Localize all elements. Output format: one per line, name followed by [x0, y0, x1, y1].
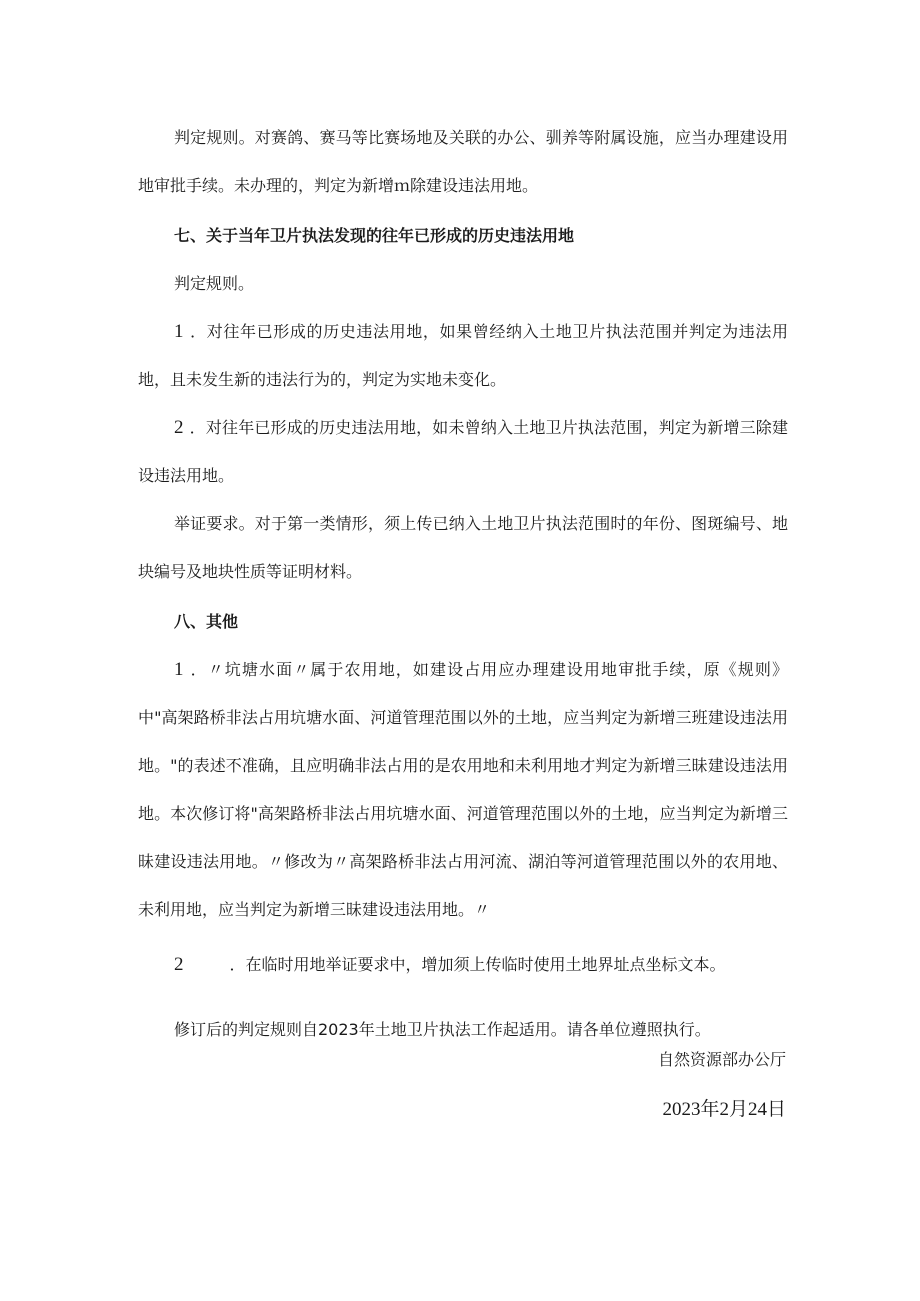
paragraph-judgment-rule-racing: 判定规则。对赛鸽、赛马等比赛场地及关联的办公、驯养等附属设施，应当办理建设用地审批手续。未办理的，判定为新增ｍ除建设违法用地。: [138, 128, 788, 195]
document-date: 2023年2月24日: [662, 1099, 786, 1120]
list-item-1: [138, 308, 788, 404]
list-item-2: [138, 404, 788, 500]
other-item-2: [138, 941, 788, 989]
signature: 自然资源部办公厅: [657, 1050, 786, 1069]
other-item-2-number: 2: [174, 954, 184, 975]
other-item-1: [138, 646, 788, 934]
other-item-2-text: ．在临时用地举证要求中，增加须上传临时使用土地界址点坐标文本。: [229, 955, 726, 974]
list-item-2-number: 2: [174, 417, 184, 438]
list-item-2-text: ．对往年已形成的历史违法用地，如未曾纳入土地卫片执法范围，判定为新增三除建设违法用地。: [138, 418, 788, 485]
paragraph-evidence-requirement: 举证要求。对于第一类情形，须上传已纳入土地卫片执法范围时的年份、图斑编号、地块编号及地块性质等证明材料。: [138, 514, 788, 581]
section-heading-8: 八、其他: [174, 612, 239, 631]
other-item-1-text: ．〃坑塘水面〃属于农用地，如建设占用应办理建设用地审批手续，原《规则》中"高架路桥非法占用坑塘水面、河道管理范围以外的土地，应当判定为新增三班建设违法用地。"的表述不准确，且应明确非法占用的是农用地和未利用地才判定为新增三昧建设违法用地。本次修订将"高架路桥非法占用坑塘水面、河道管理范围以外的土地，应当判定为新增三昧建设违法用地。〃修改为〃高架路桥非法占用河流、湖泊等河道管理范围以外的农用地、未利用地，应当判定为新增三昧建设违法用地。〃: [138, 660, 788, 919]
closing-paragraph: 修订后的判定规则自2023年土地卫片执法工作起适用。请各单位遵照执行。: [174, 1020, 711, 1039]
section-heading-7: 七、关于当年卫片执法发现的往年已形成的历史违法用地: [174, 226, 575, 245]
paragraph-judgment-rule: 判定规则。: [174, 274, 255, 293]
list-item-1-number: 1: [174, 321, 184, 342]
other-item-1-number: 1: [174, 659, 184, 680]
list-item-1-text: ．对往年已形成的历史违法用地，如果曾经纳入土地卫片执法范围并判定为违法用地，且未发生新的违法行为的，判定为实地未变化。: [138, 322, 788, 389]
